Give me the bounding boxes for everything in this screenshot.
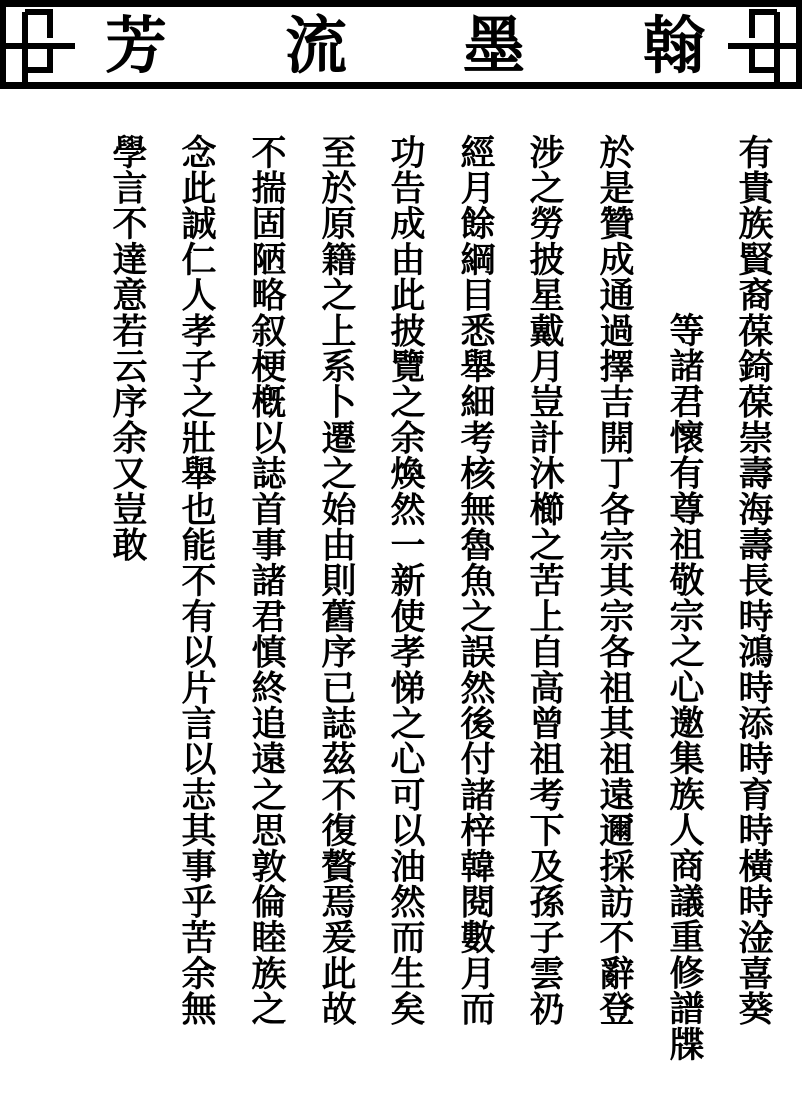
text-column-9: 念此誠仁人孝子之壯舉也能不有以片言以志其事乎苦余無 (176, 134, 217, 1027)
text-column-7: 至於原籍之上系卜遷之始由則舊序已誌茲不復贅焉爰此故 (316, 134, 357, 1027)
text-column-3: 於是贊成通過擇吉開丁各宗其宗各祖其祖遠邇採訪不辭登 (594, 134, 635, 1027)
text-column-6: 功告成由此披覽之余煥然一新使孝悌之心可以油然而生矣 (385, 134, 426, 1027)
text-column-4: 涉之勞披星戴月豈計沐櫛之苦上自高曾祖考下及孫子雲礽 (524, 134, 565, 1027)
page-header (0, 0, 802, 92)
title-char-3: 墨 (462, 9, 525, 82)
title-char-4: 翰 (642, 9, 705, 82)
header-title (0, 8, 802, 84)
text-column-2: 等諸君懷有尊祖敬宗之心邀集族人商議重修譜牒 (664, 312, 705, 1062)
text-column-5: 經月餘綱目悉舉細考核無魯魚之誤然後付諸梓韓閱數月而 (455, 134, 496, 1027)
text-column-8: 不揣固陋略叙梗槪以誌首事諸君慎終追遠之思敦倫睦族之 (246, 134, 287, 1027)
title-char-1: 芳 (104, 9, 167, 82)
preface-text (0, 130, 802, 1090)
text-column-1: 有貴族賢裔葆錡葆崇壽海壽長時鴻時添時育時橫時淦喜葵 (733, 134, 774, 1027)
title-char-2: 流 (284, 9, 347, 82)
text-column-10: 學言不達意若云序余又豈敢 (107, 134, 148, 563)
